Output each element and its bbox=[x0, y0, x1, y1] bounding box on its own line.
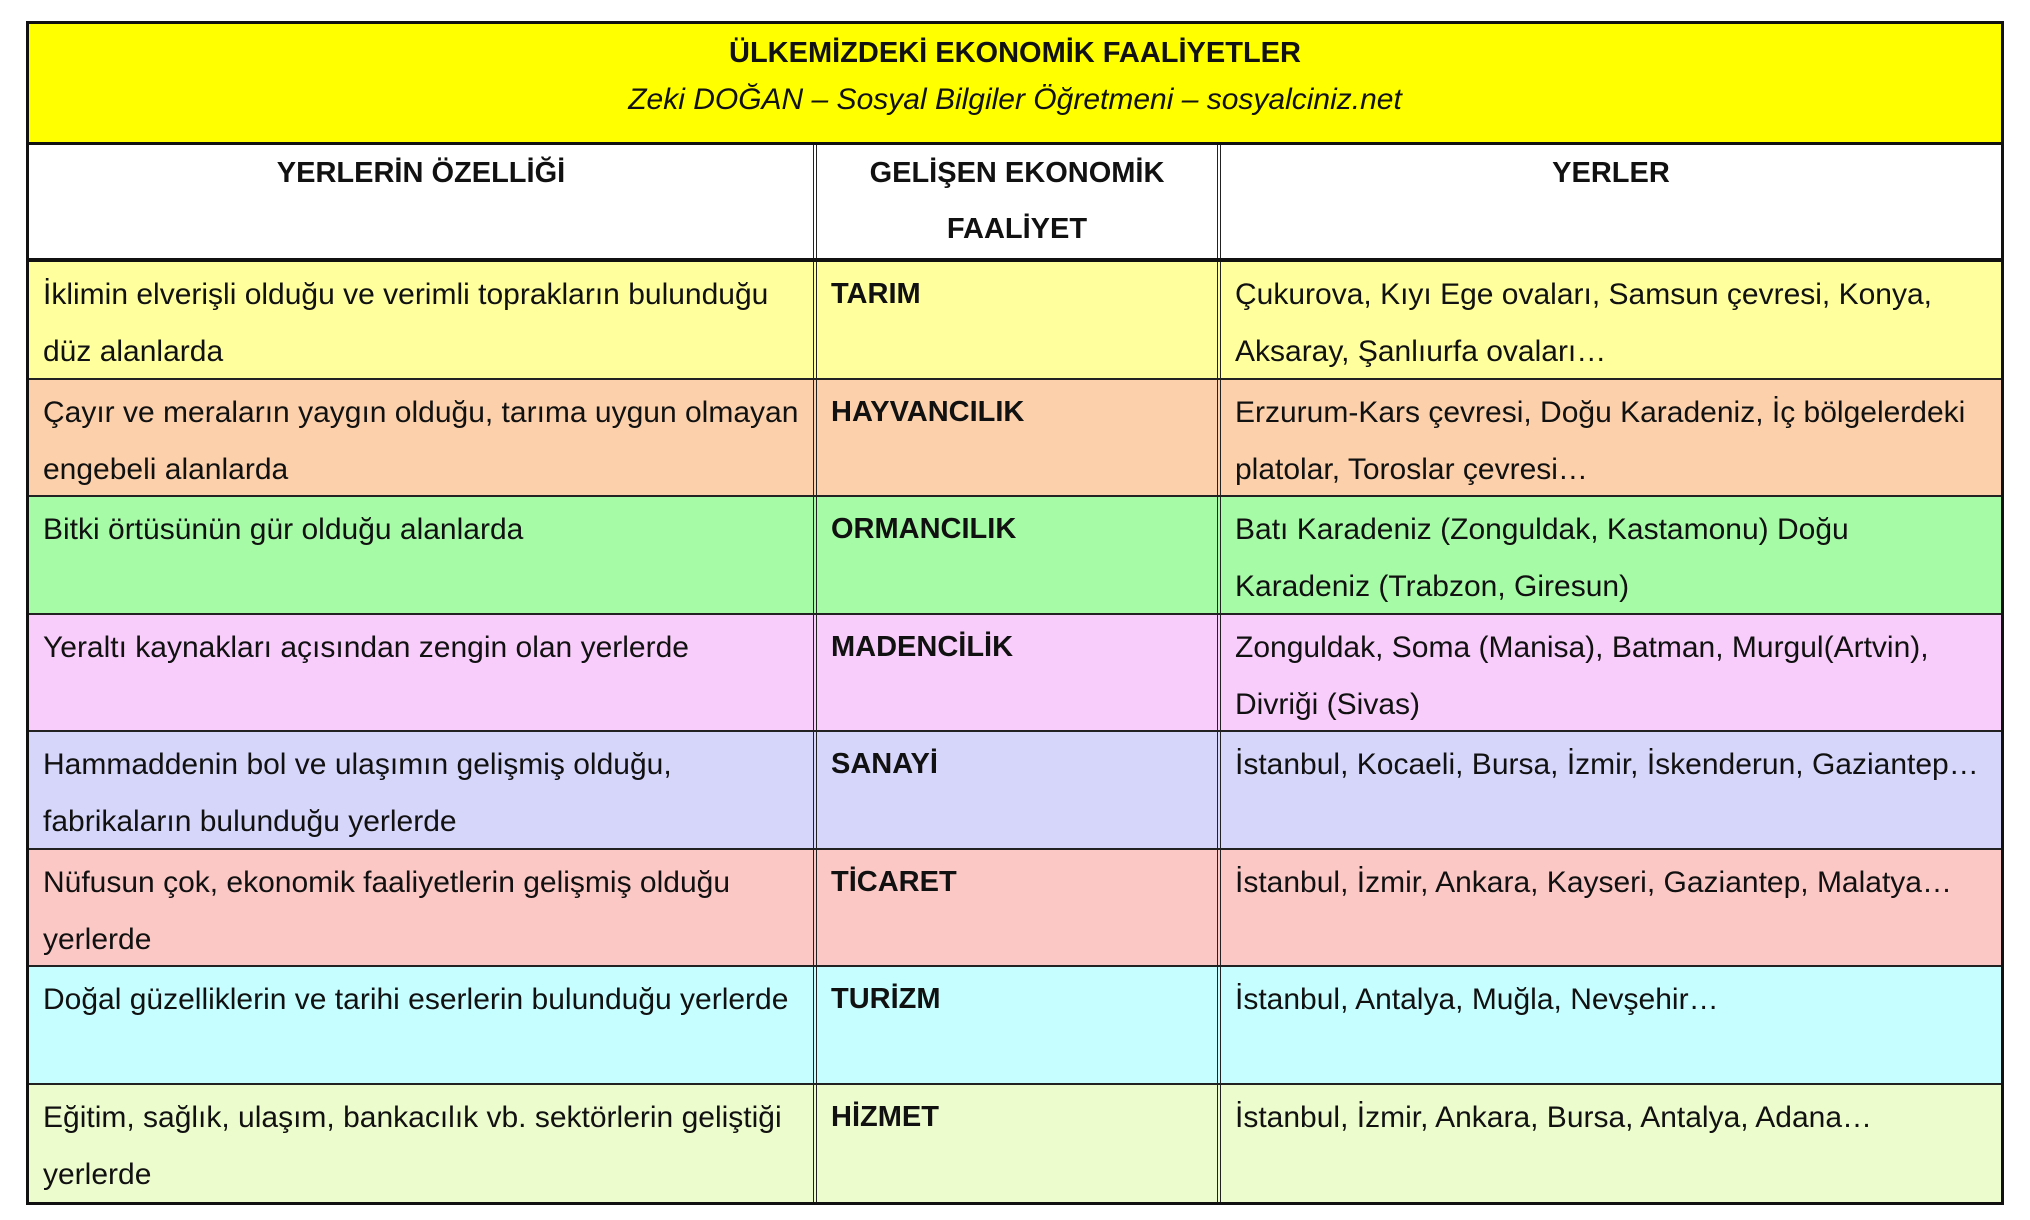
feature-cell: Eğitim, sağlık, ulaşım, bankacılık vb. sektörlerin geliştiği yerlerde bbox=[43, 1100, 782, 1191]
places-cell: İstanbul, Kocaeli, Bursa, İzmir, İskenderun, Gaziantep… bbox=[1217, 732, 2001, 848]
header-row bbox=[29, 145, 2001, 262]
activity-cell: TARIM bbox=[813, 262, 1217, 378]
places-cell: İstanbul, Antalya, Muğla, Nevşehir… bbox=[1217, 967, 2001, 1083]
table-row bbox=[29, 732, 2001, 850]
table-row bbox=[29, 967, 2001, 1085]
feature-cell: Bitki örtüsünün gür olduğu alanlarda bbox=[43, 513, 524, 546]
activity-cell: HİZMET bbox=[813, 1085, 1217, 1203]
activity-cell: TİCARET bbox=[813, 850, 1217, 966]
places-cell: Erzurum-Kars çevresi, Doğu Karadeniz, İç bölgelerdeki platolar, Toroslar çevresi… bbox=[1217, 380, 2001, 496]
table-row bbox=[29, 1085, 2001, 1203]
table-row bbox=[29, 380, 2001, 498]
activity-cell: ORMANCILIK bbox=[813, 497, 1217, 613]
table-row bbox=[29, 615, 2001, 733]
header-places: YERLER bbox=[1217, 145, 2001, 258]
places-cell: Batı Karadeniz (Zonguldak, Kastamonu) Doğu Karadeniz (Trabzon, Giresun) bbox=[1217, 497, 2001, 613]
table-title-bar bbox=[29, 24, 2001, 145]
table-row bbox=[29, 497, 2001, 615]
header-activity: GELİŞEN EKONOMİK FAALİYET bbox=[813, 145, 1217, 258]
places-cell: İstanbul, İzmir, Ankara, Bursa, Antalya, Adana… bbox=[1217, 1085, 2001, 1203]
places-cell: Çukurova, Kıyı Ege ovaları, Samsun çevresi, Konya, Aksaray, Şanlıurfa ovaları… bbox=[1217, 262, 2001, 378]
activity-cell: SANAYİ bbox=[813, 732, 1217, 848]
table-title: ÜLKEMİZDEKİ EKONOMİK FAALİYETLER bbox=[729, 37, 1301, 69]
header-feature: YERLERİN ÖZELLİĞİ bbox=[276, 157, 566, 189]
feature-cell: Hammaddenin bol ve ulaşımın gelişmiş olduğu, fabrikaların bulunduğu yerlerde bbox=[43, 748, 672, 838]
table-row bbox=[29, 850, 2001, 968]
feature-cell: İklimin elverişli olduğu ve verimli toprakların bulunduğu düz alanlarda bbox=[43, 278, 769, 368]
places-cell: Zonguldak, Soma (Manisa), Batman, Murgul(Artvin), Divriği (Sivas) bbox=[1217, 615, 2001, 731]
activity-cell: TURİZM bbox=[813, 967, 1217, 1083]
table-subtitle: Zeki DOĞAN – Sosyal Bilgiler Öğretmeni – sosyalciniz.net bbox=[628, 83, 1402, 116]
feature-cell: Nüfusun çok, ekonomik faaliyetlerin gelişmiş olduğu yerlerde bbox=[43, 865, 731, 956]
activity-cell: MADENCİLİK bbox=[813, 615, 1217, 731]
feature-cell: Yeraltı kaynakları açısından zengin olan yerlerde bbox=[43, 630, 689, 664]
economic-activities-table bbox=[26, 21, 2004, 1205]
feature-cell: Çayır ve meraların yaygın olduğu, tarıma uygun olmayan engebeli alanlarda bbox=[43, 395, 799, 486]
feature-cell: Doğal güzelliklerin ve tarihi eserlerin bulunduğu yerlerde bbox=[43, 983, 789, 1016]
places-cell: İstanbul, İzmir, Ankara, Kayseri, Gaziantep, Malatya… bbox=[1217, 850, 2001, 966]
activity-cell: HAYVANCILIK bbox=[813, 380, 1217, 496]
table-row bbox=[29, 262, 2001, 380]
